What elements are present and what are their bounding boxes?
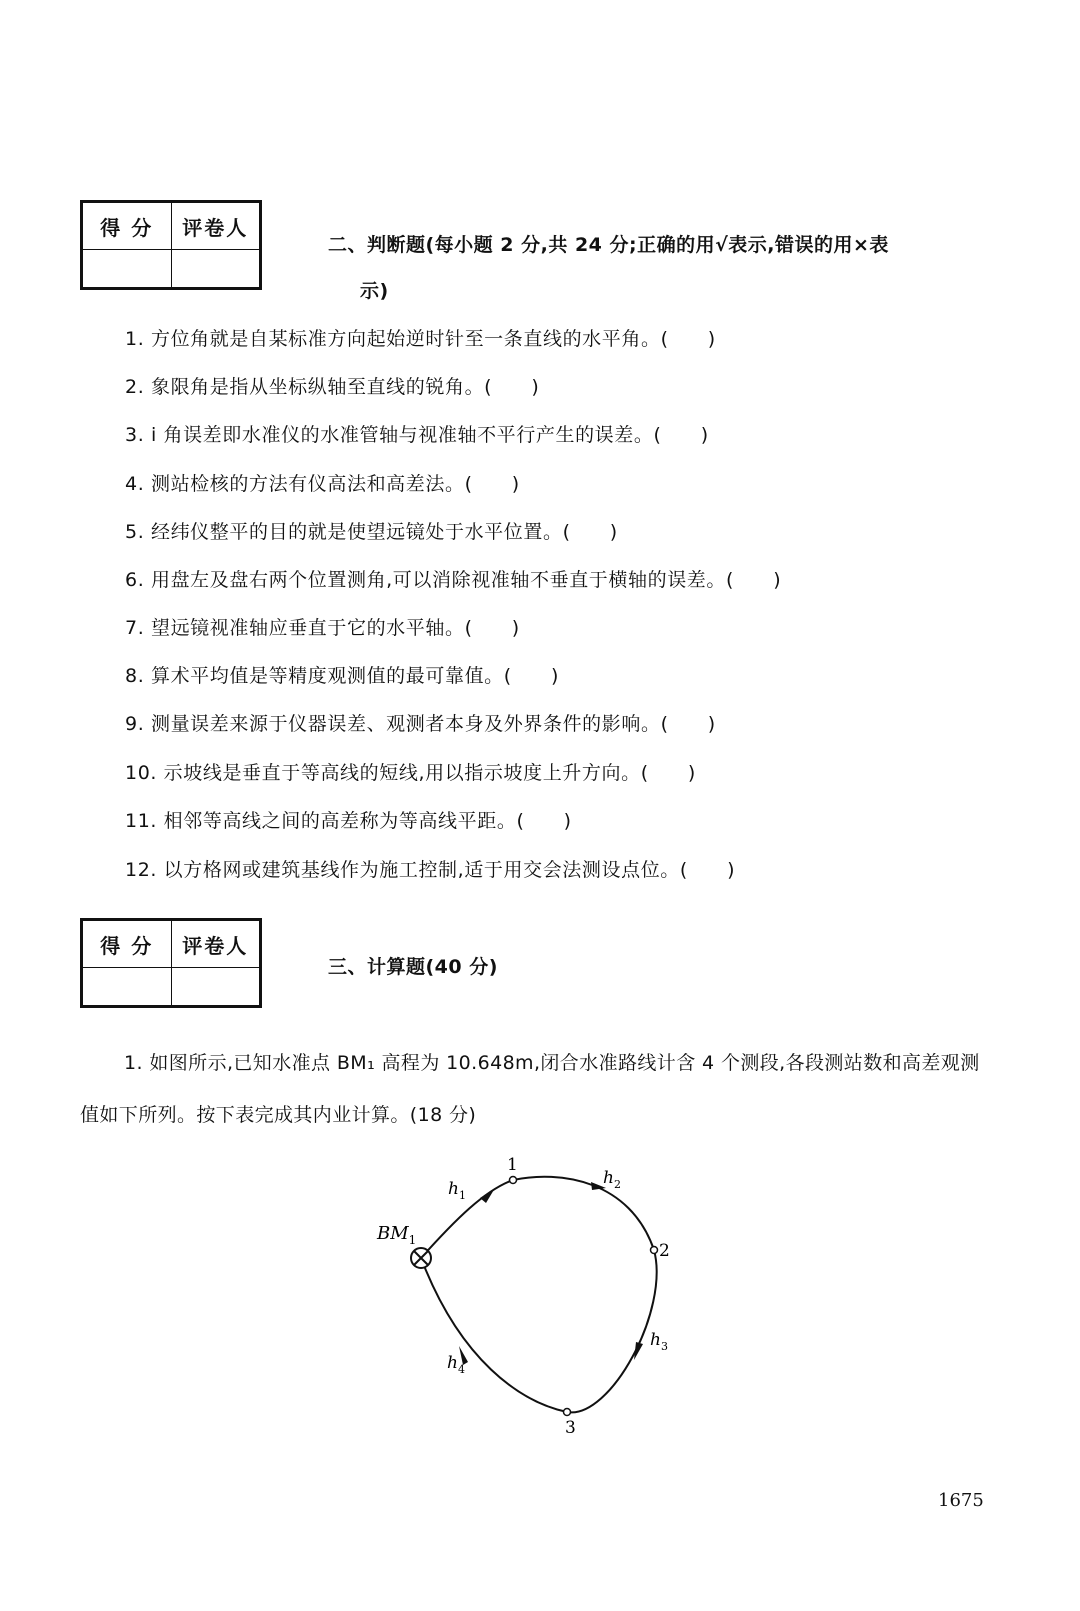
grader-label: 评卷人 bbox=[171, 921, 260, 968]
score-label: 得 分 bbox=[83, 203, 172, 250]
page-number: 1675 bbox=[938, 1490, 984, 1511]
segment-h2-label: $h_2$ bbox=[603, 1168, 621, 1191]
question-2: 2. 象限角是指从坐标纵轴至直线的锐角。( ) bbox=[125, 376, 540, 398]
point-1-marker bbox=[510, 1177, 517, 1184]
grader-label: 评卷人 bbox=[171, 203, 260, 250]
question-6: 6. 用盘左及盘右两个位置测角,可以消除视准轴不垂直于横轴的误差。( ) bbox=[125, 569, 782, 591]
problem-1-text: 1. 如图所示,已知水准点 BM₁ 高程为 10.648m,闭合水准路线计含 4 个测段,各段测站数和高差观测值如下所列。按下表完成其内业计算。(18 分) bbox=[80, 1052, 980, 1126]
score-cell[interactable] bbox=[83, 250, 172, 288]
arrow-h3 bbox=[634, 1342, 643, 1360]
section2-title-line2: 示) bbox=[360, 280, 389, 302]
segment-h3-label: $h_3$ bbox=[650, 1330, 668, 1353]
point-2-marker bbox=[651, 1247, 658, 1254]
question-4: 4. 测站检核的方法有仪高法和高差法。( ) bbox=[125, 473, 520, 495]
route-loop bbox=[421, 1177, 657, 1413]
score-box-section2 bbox=[80, 200, 262, 290]
score-label: 得 分 bbox=[83, 921, 172, 968]
section2-title-line1: 二、判断题(每小题 2 分,共 24 分;正确的用√表示,错误的用×表 bbox=[328, 234, 889, 256]
score-box-section3 bbox=[80, 918, 262, 1008]
question-7: 7. 望远镜视准轴应垂直于它的水平轴。( ) bbox=[125, 617, 520, 639]
leveling-route-diagram bbox=[360, 1150, 720, 1450]
point-2-label: 2 bbox=[659, 1241, 670, 1261]
segment-h1-label: $h_1$ bbox=[448, 1179, 466, 1202]
point-3-marker bbox=[564, 1409, 571, 1416]
question-11: 11. 相邻等高线之间的高差称为等高线平距。( ) bbox=[125, 810, 572, 832]
question-5: 5. 经纬仪整平的目的就是使望远镜处于水平位置。( ) bbox=[125, 521, 618, 543]
arrow-h1 bbox=[480, 1188, 495, 1203]
question-10: 10. 示坡线是垂直于等高线的短线,用以指示坡度上升方向。( ) bbox=[125, 762, 696, 784]
question-1: 1. 方位角就是自某标准方向起始逆时针至一条直线的水平角。( ) bbox=[125, 328, 716, 350]
score-cell[interactable] bbox=[83, 968, 172, 1006]
question-3: 3. i 角误差即水准仪的水准管轴与视准轴不平行产生的误差。( ) bbox=[125, 424, 709, 446]
grader-cell[interactable] bbox=[171, 968, 260, 1006]
question-12: 12. 以方格网或建筑基线作为施工控制,适于用交会法测设点位。( ) bbox=[125, 859, 736, 881]
question-8: 8. 算术平均值是等精度观测值的最可靠值。( ) bbox=[125, 665, 559, 687]
point-3-label: 3 bbox=[565, 1418, 576, 1438]
segment-h4-label: $h_4$ bbox=[447, 1353, 465, 1376]
grader-cell[interactable] bbox=[171, 250, 260, 288]
bm-label: $BM_1$ bbox=[377, 1223, 417, 1247]
point-1-label: 1 bbox=[507, 1155, 518, 1175]
section3-title: 三、计算题(40 分) bbox=[328, 956, 498, 978]
question-9: 9. 测量误差来源于仪器误差、观测者本身及外界条件的影响。( ) bbox=[125, 713, 716, 735]
